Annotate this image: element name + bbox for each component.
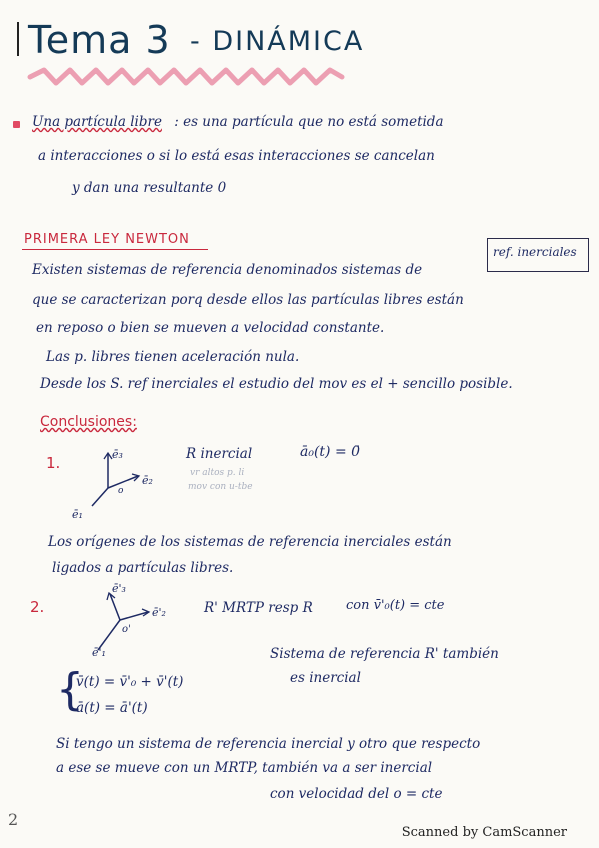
frame-2-axis-e2: ē'₂ bbox=[152, 606, 166, 619]
frame-2-axis-e3: ē'₃ bbox=[112, 582, 126, 595]
conclusions-heading: Conclusiones: bbox=[40, 414, 137, 430]
intro-line1-rest: : es una partícula que no está sometida bbox=[174, 114, 444, 130]
page-number: 2 bbox=[8, 810, 19, 829]
decorative-wave-underline bbox=[26, 66, 346, 88]
section-line-4: Las p. libres tienen aceleración nula. bbox=[46, 349, 300, 365]
intro-line-3: y dan una resultante 0 bbox=[72, 180, 227, 196]
frame-2-note-2: es inercial bbox=[290, 670, 361, 686]
system-brace: { bbox=[56, 664, 84, 715]
scanner-watermark: Scanned by CamScanner bbox=[401, 825, 567, 840]
item-1-number: 1. bbox=[46, 454, 61, 472]
item-1-text-2: ligados a partículas libres. bbox=[52, 560, 234, 576]
frame-1-axis-e1: ē₁ bbox=[72, 508, 83, 521]
item-2-text-3: con velocidad del o = cte bbox=[270, 786, 443, 802]
intro-line-2: a interacciones o si lo está esas interacciones se cancelan bbox=[38, 148, 435, 164]
section-heading: PRIMERA LEY NEWTON bbox=[24, 232, 190, 247]
section-line-5: Desde los S. ref inerciales el estudio del mov es el + sencillo posible. bbox=[40, 376, 513, 392]
bullet-marker bbox=[13, 121, 20, 128]
title-dash: - bbox=[190, 26, 202, 57]
item-2-text-2: a ese se mueve con un MRTP, también va a ser inercial bbox=[56, 760, 433, 776]
boxed-term: ref. inerciales bbox=[493, 245, 577, 259]
item-2-number: 2. bbox=[30, 598, 45, 616]
frame-2-label: R' MRTP resp R bbox=[204, 600, 313, 616]
section-heading-underline bbox=[22, 249, 208, 250]
frame-1-note-2: mov con u-tbe bbox=[188, 482, 253, 492]
frame-2-equation: con v̄'₀(t) = cte bbox=[346, 598, 445, 613]
title-topic: DINÁMICA bbox=[212, 26, 365, 57]
frame-2-note-1: Sistema de referencia R' también bbox=[270, 646, 499, 662]
page-subtitle bbox=[190, 26, 364, 57]
intro-term: Una partícula libre bbox=[32, 114, 162, 130]
system-equation-2: ā(t) = ā'(t) bbox=[76, 700, 148, 716]
section-line-3: en reposo o bien se mueven a velocidad constante. bbox=[36, 320, 385, 336]
intro-line-1 bbox=[32, 114, 444, 130]
frame-1-origin: o bbox=[118, 486, 124, 496]
frame-1-note-1: vr altos p. li bbox=[190, 468, 245, 478]
system-equation-1: v̄(t) = v̄'₀ + v̄'(t) bbox=[76, 674, 184, 690]
item-1-text-1: Los orígenes de los sistemas de referencia inerciales están bbox=[48, 534, 452, 550]
frame-1-equation: ā₀(t) = 0̄ bbox=[300, 444, 361, 460]
item-2-text-1: Si tengo un sistema de referencia inercial y otro que respecto bbox=[56, 736, 481, 752]
frame-1-axis-e2: ē₂ bbox=[142, 474, 153, 487]
frame-2-origin: o' bbox=[122, 624, 131, 635]
frame-1-axis-e3: ē₃ bbox=[112, 448, 123, 461]
section-line-1: Existen sistemas de referencia denominados sistemas de bbox=[32, 262, 423, 278]
page-title: Tema 3 bbox=[28, 18, 171, 62]
section-line-2: que se caracterizan porq desde ellos las partículas libres están bbox=[32, 292, 464, 308]
frame-2-axis-e1: ē'₁ bbox=[92, 646, 106, 659]
frame-1-label: R inercial bbox=[186, 446, 253, 462]
frame-1-axes-diagram bbox=[88, 448, 168, 518]
margin-mark bbox=[17, 22, 19, 56]
